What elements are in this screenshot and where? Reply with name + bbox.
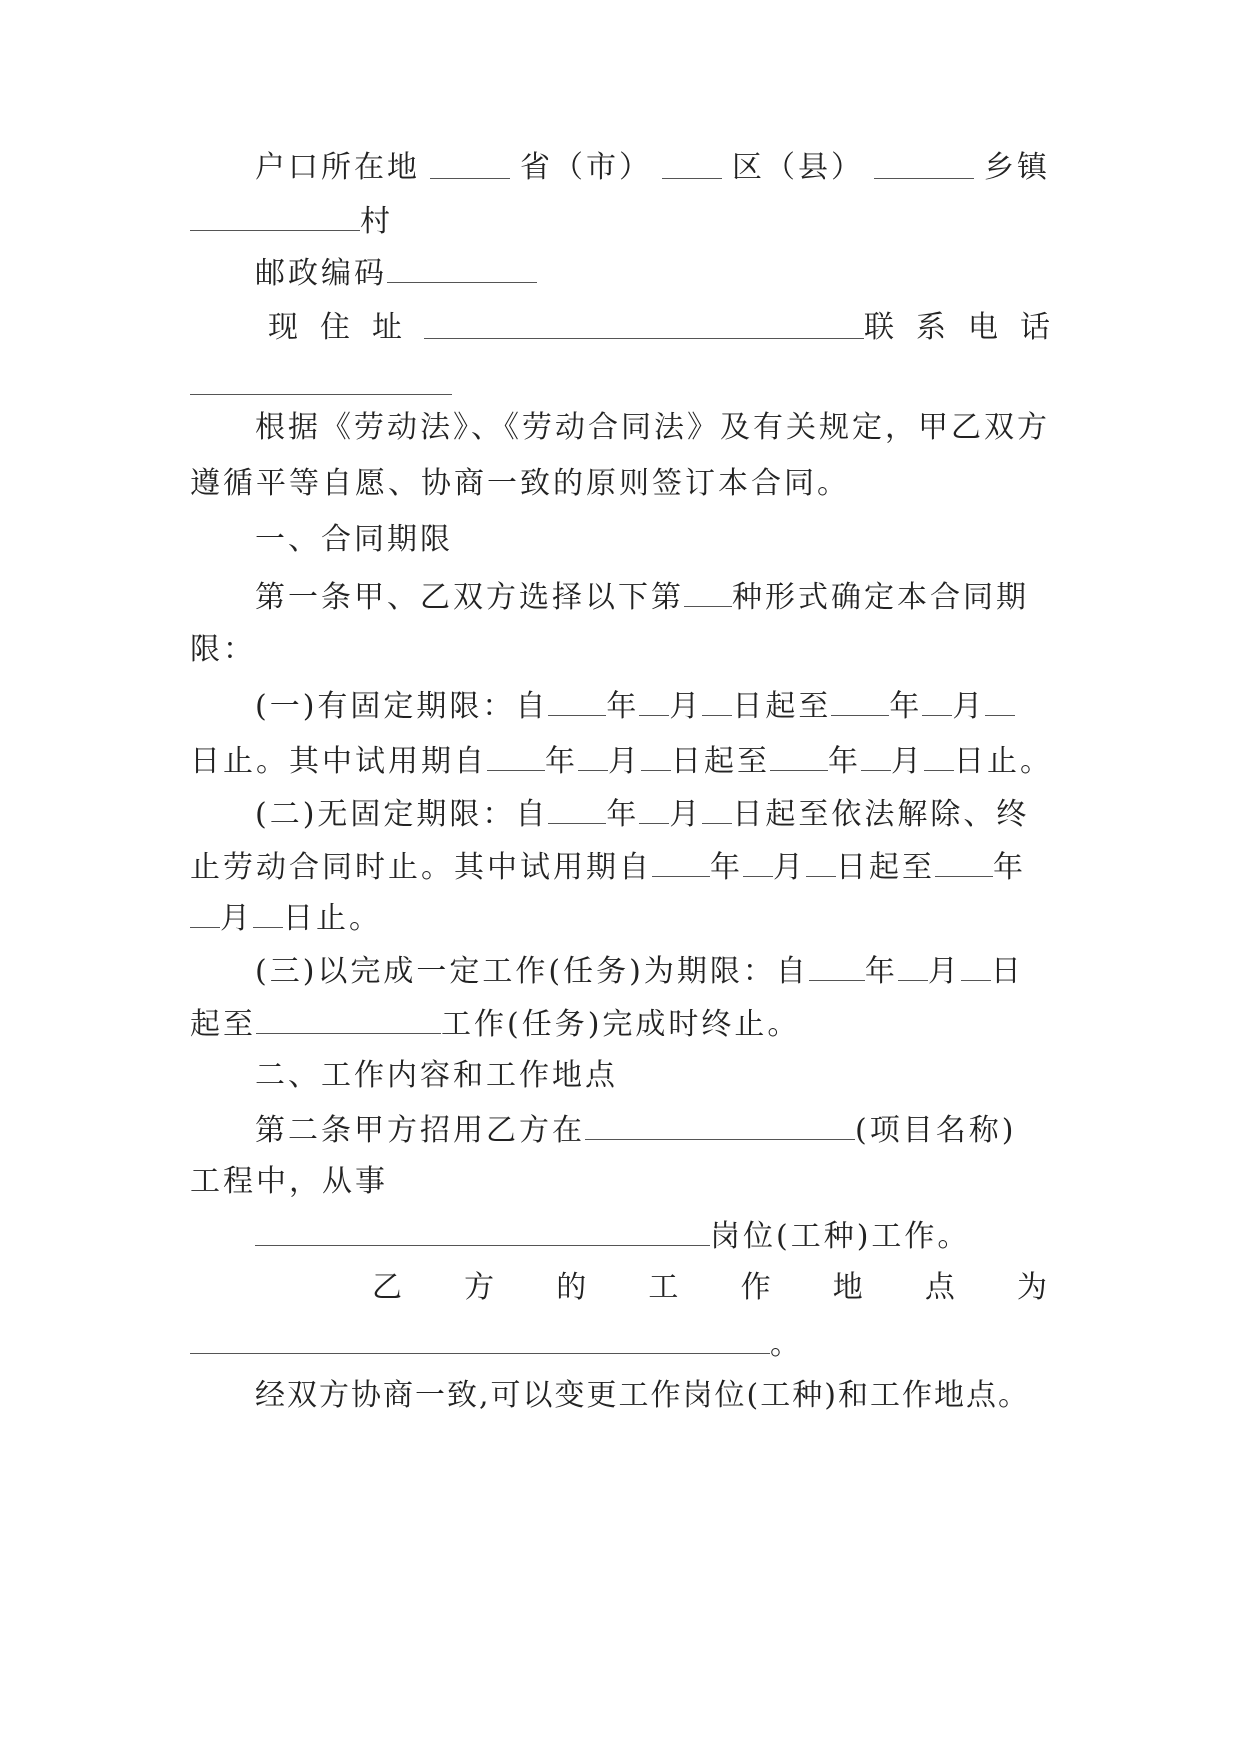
address-line	[268, 308, 1072, 348]
year-label: 年	[864, 954, 898, 989]
postal-line	[255, 252, 1050, 292]
month-label: 月	[669, 689, 703, 724]
month-label: 月	[220, 901, 253, 936]
item-1-label: (一)有固定期限：自	[255, 689, 549, 724]
intro-line-2: 遵循平等自愿、协商一致的原则签订本合同。	[190, 466, 850, 501]
blank-task-name[interactable]	[256, 1003, 441, 1034]
end-label: 日止。	[954, 744, 1053, 779]
blank-probation-start-month[interactable]	[743, 846, 773, 877]
probation-label: 日止。其中试用期自	[190, 744, 487, 779]
workplace-blank-line	[190, 1323, 1050, 1363]
workplace-line	[372, 1268, 1050, 1308]
workplace-char: 作	[740, 1270, 774, 1305]
article-1-line-2: 限：	[190, 632, 256, 667]
hukou-province-label: 省（市）	[520, 150, 652, 185]
item-3-line-1	[255, 950, 1050, 990]
blank-address[interactable]	[424, 308, 864, 339]
end-label: 日止。	[283, 901, 382, 936]
blank-postal-code[interactable]	[387, 252, 537, 283]
blank-province[interactable]	[430, 148, 510, 179]
article-1-text-b: 种形式确定本合同期	[732, 580, 1029, 615]
hukou-label: 户口所在地	[255, 150, 420, 185]
blank-end-year[interactable]	[831, 685, 889, 716]
blank-probation-end-day[interactable]	[924, 740, 954, 771]
section-2-heading: 二、工作内容和工作地点	[255, 1058, 618, 1093]
item-2-line-2	[190, 846, 1050, 886]
year-label: 年	[889, 689, 923, 724]
item-2-probation-label: 止劳动合同时止。其中试用期自	[190, 850, 652, 885]
year-label: 年	[545, 744, 578, 779]
item-2-line-3	[190, 897, 1050, 937]
blank-probation-end-year[interactable]	[935, 846, 993, 877]
month-label: 月	[952, 689, 986, 724]
month-label: 月	[891, 744, 924, 779]
workplace-char: 的	[556, 1270, 590, 1305]
day-from-label: 日起至	[732, 689, 832, 724]
blank-probation-start-year[interactable]	[487, 740, 545, 771]
blank-town[interactable]	[874, 148, 974, 179]
blank-start-month[interactable]	[898, 950, 928, 981]
item-3-until-label: 起至	[190, 1007, 256, 1042]
blank-start-year[interactable]	[548, 793, 606, 824]
workplace-char: 为	[1016, 1270, 1050, 1305]
blank-village[interactable]	[190, 200, 360, 231]
final-line: 经双方协商一致,可以变更工作岗位(工种)和工作地点。	[255, 1378, 1030, 1413]
item-3-line-2	[190, 1003, 1050, 1043]
blank-probation-start-month[interactable]	[578, 740, 608, 771]
article-2-text-a: 第二条甲方招用乙方在	[255, 1113, 585, 1148]
intro-line-1: 根据《劳动法》、《劳动合同法》及有关规定，甲乙双方	[255, 410, 1050, 445]
phone-label: 联系电话	[864, 310, 1072, 345]
article-2-line-3	[255, 1215, 1050, 1255]
blank-phone[interactable]	[190, 364, 452, 395]
year-label: 年	[710, 850, 743, 885]
month-label: 月	[773, 850, 806, 885]
blank-end-month[interactable]	[922, 685, 952, 716]
month-label: 月	[669, 797, 703, 832]
blank-start-month[interactable]	[639, 793, 669, 824]
workplace-char: 方	[464, 1270, 498, 1305]
hukou-district-label: 区（县）	[732, 150, 864, 185]
workplace-char: 乙	[372, 1270, 405, 1305]
blank-project-name[interactable]	[585, 1109, 855, 1140]
month-label: 月	[927, 954, 961, 989]
day-label: 日	[990, 954, 1024, 989]
article-2-line-2: 工程中，从事	[190, 1164, 388, 1199]
project-name-label: (项目名称)	[855, 1113, 1017, 1148]
blank-start-day[interactable]	[702, 685, 732, 716]
item-2-text: 日起至依法解除、终	[732, 797, 1030, 832]
year-label: 年	[993, 850, 1026, 885]
item-2-label: (二)无固定期限：自	[255, 797, 549, 832]
day-from-label: 日起至	[671, 744, 770, 779]
year-label: 年	[606, 689, 640, 724]
blank-start-month[interactable]	[639, 685, 669, 716]
workplace-char: 地	[832, 1270, 866, 1305]
hukou-town-label: 乡镇	[984, 150, 1050, 185]
blank-district[interactable]	[662, 148, 722, 179]
blank-position[interactable]	[255, 1215, 710, 1246]
blank-probation-start-day[interactable]	[806, 846, 836, 877]
blank-start-year[interactable]	[809, 950, 865, 981]
blank-probation-end-month[interactable]	[190, 897, 220, 928]
blank-probation-end-day[interactable]	[253, 897, 283, 928]
blank-form-number[interactable]	[684, 576, 732, 607]
item-2-line-1	[255, 793, 1050, 833]
article-2-line-1	[255, 1109, 1050, 1149]
workplace-end-mark: 。	[770, 1327, 803, 1362]
blank-start-day[interactable]	[702, 793, 732, 824]
section-1-heading: 一、合同期限	[255, 522, 453, 557]
month-label: 月	[608, 744, 641, 779]
hukou-village-label: 村	[360, 204, 393, 239]
blank-workplace[interactable]	[190, 1323, 770, 1354]
position-label: 岗位(工种)工作。	[710, 1219, 971, 1254]
article-1-text-a: 第一条甲、乙双方选择以下第	[255, 580, 684, 615]
address-label: 现住址	[268, 310, 424, 345]
blank-start-day[interactable]	[961, 950, 991, 981]
hukou-line	[255, 148, 1050, 188]
hukou-village-line	[190, 200, 1050, 240]
item-3-end-text: 工作(任务)完成时终止。	[441, 1007, 801, 1042]
phone-blank-line	[190, 364, 1050, 404]
blank-probation-start-day[interactable]	[641, 740, 671, 771]
blank-start-year[interactable]	[548, 685, 606, 716]
postal-label: 邮政编码	[255, 256, 387, 291]
blank-probation-end-year[interactable]	[770, 740, 828, 771]
blank-probation-start-year[interactable]	[652, 846, 710, 877]
day-from-label: 日起至	[836, 850, 935, 885]
article-1-line-1	[255, 576, 1050, 616]
year-label: 年	[828, 744, 861, 779]
item-1-line-1	[255, 685, 1050, 725]
item-1-line-2	[190, 740, 1053, 780]
workplace-char: 工	[648, 1270, 682, 1305]
item-3-label: (三)以完成一定工作(任务)为期限：自	[255, 954, 809, 989]
workplace-char: 点	[924, 1270, 958, 1305]
year-label: 年	[606, 797, 640, 832]
blank-end-day[interactable]	[985, 685, 1015, 716]
blank-probation-end-month[interactable]	[861, 740, 891, 771]
